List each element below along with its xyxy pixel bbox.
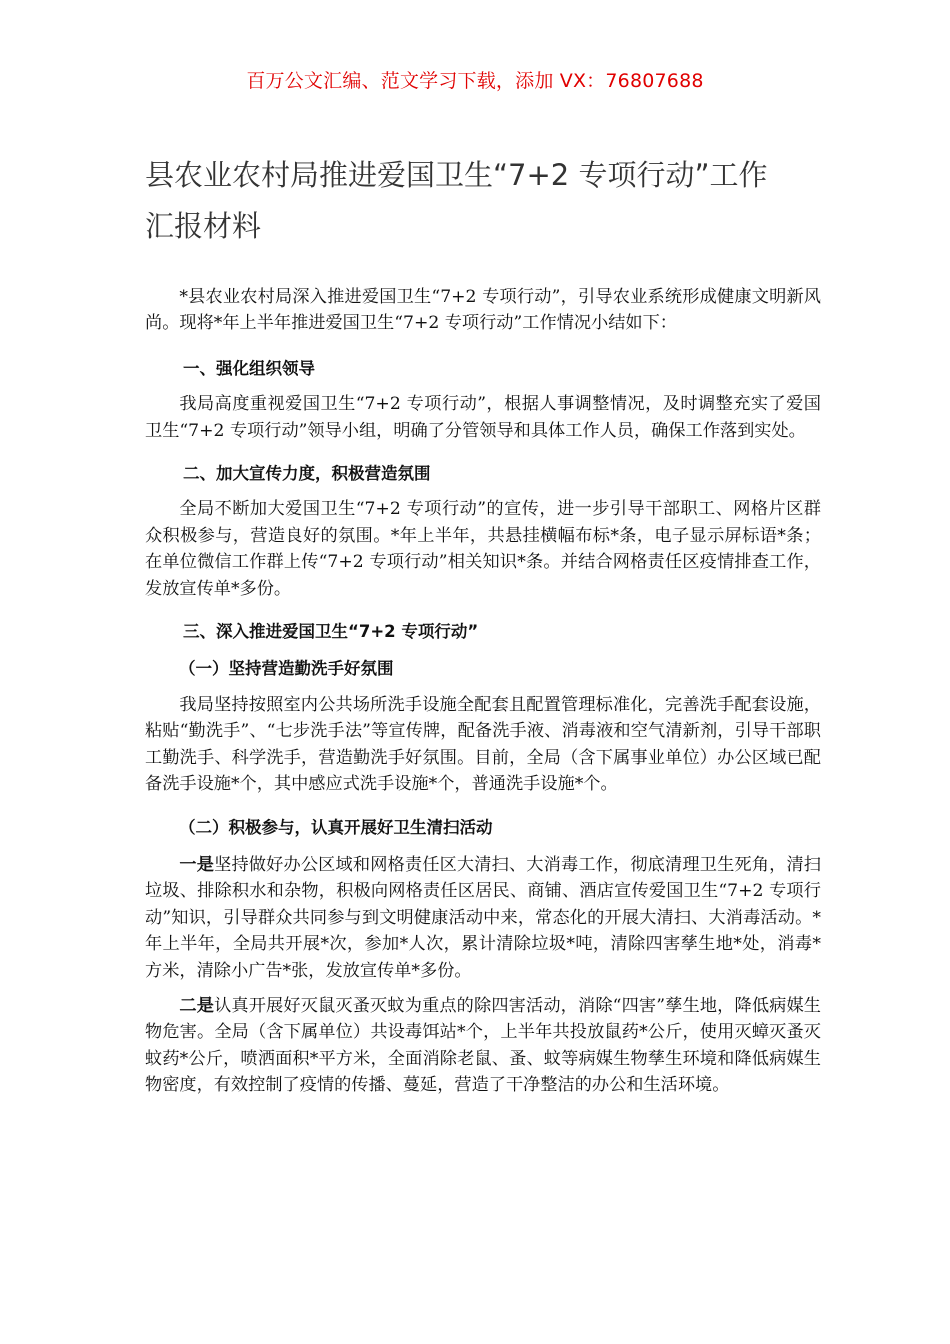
document-title xyxy=(145,150,805,252)
section-heading-3: 三、深入推进爱国卫生“7+2 专项行动” xyxy=(183,622,479,642)
section-heading-1: 一、强化组织领导 xyxy=(183,358,315,378)
section-paragraph-1: 我局高度重视爱国卫生“7+2 专项行动”，根据人事调整情况，及时调整充实了爱国卫生“7+2 专项行动”领导小组，明确了分管领导和具体工作人员，确保工作落到实处。 xyxy=(145,394,821,441)
section-heading-2: 二、加大宣传力度，积极营造氛围 xyxy=(183,464,431,484)
list-item-2 xyxy=(145,993,821,1099)
subsection-heading-1: （一）坚持营造勤洗手好氛围 xyxy=(179,659,394,679)
header-banner: 百万公文汇编、范文学习下载，添加 VX：76807688 xyxy=(246,70,704,92)
list-item-2-text: 认真开展好灭鼠灭蚤灭蚊为重点的除四害活动，消除“四害”孳生地，降低病媒生物危害。全局（含下属单位）共设毒饵站*个，上半年共投放鼠药*公斤，使用灭蟑灭蚤灭蚊药*公斤，喷洒面积*平方米，全面消除老鼠、蚤、蚊等病媒生物孳生环境和降低病媒生物密度，有效控制了疫情的传播、蔓延，营造了干净整洁的办公和生活环境。 xyxy=(145,995,821,1096)
list-item-1-text: 坚持做好办公区域和网格责任区大清扫、大消毒工作，彻底清理卫生死角，清扫垃圾、排除积水和杂物，积极向网格责任区居民、商铺、酒店宣传爱国卫生“7+2 专项行动”知识，引导群众共同参与到文明健康活动中来，常态化的开展大清扫、大消毒活动。*年上半年，全局共开展*次，参加*人次，累计清除垃圾*吨，清除四害孳生地*处，消毒*方米，清除小广告*张，发放宣传单*多份。 xyxy=(145,854,821,981)
subsection-paragraph-1: 我局坚持按照室内公共场所洗手设施全配套且配置管理标准化，完善洗手配套设施，粘贴“勤洗手”、“七步洗手法”等宣传牌，配备洗手液、消毒液和空气清新剂，引导干部职工勤洗手、科学洗手，营造勤洗手好氛围。目前，全局（含下属事业单位）办公区域已配备洗手设施*个，其中感应式洗手设施*个，普通洗手设施*个。 xyxy=(145,694,821,795)
section-paragraph-2: 全局不断加大爱国卫生“7+2 专项行动”的宣传，进一步引导干部职工、网格片区群众积极参与，营造良好的氛围。*年上半年，共悬挂横幅布标*条，电子显示屏标语*条；在单位微信工作群上传“7+2 专项行动”相关知识*条。并结合网格责任区疫情排查工作，发放宣传单*多份。 xyxy=(145,499,821,599)
list-item-2-lead: 二是 xyxy=(179,995,215,1016)
title-line-1: 县农业农村局推进爱国卫生“7+2 专项行动”工作 xyxy=(145,158,768,192)
list-item-1 xyxy=(145,852,821,984)
subsection-heading-2: （二）积极参与，认真开展好卫生清扫活动 xyxy=(179,817,493,837)
title-line-2: 汇报材料 xyxy=(145,209,262,243)
list-item-1-lead: 一是 xyxy=(179,854,215,875)
intro-paragraph: *县农业农村局深入推进爱国卫生“7+2 专项行动”，引导农业系统形成健康文明新风尚。现将*年上半年推进爱国卫生“7+2 专项行动”工作情况小结如下： xyxy=(145,287,821,334)
document-body xyxy=(145,284,821,1099)
